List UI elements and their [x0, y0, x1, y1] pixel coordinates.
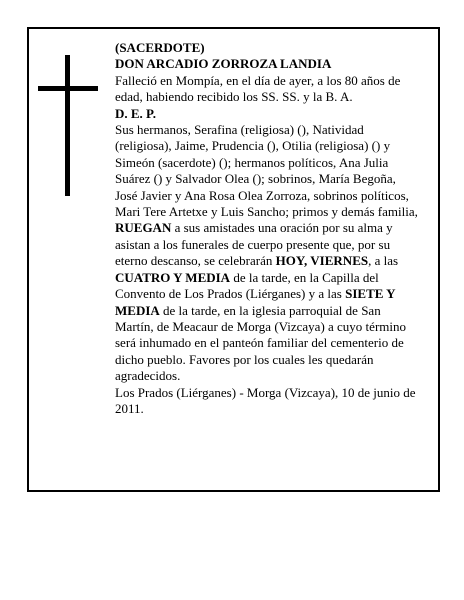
request-text-4: de la tarde, en la iglesia parroquial de San Martín, de Meacaur de Morga (Vizcaya) a cuyo término será inhumado en el panteón familiar del cementerio de dicho pueblo. Favores por los cuales les quedarán agradecidos.	[115, 302, 406, 384]
rip: D. E. P.	[115, 105, 157, 121]
cross-vertical-bar	[65, 55, 70, 196]
request-text-2: , a las	[368, 253, 399, 269]
ruegan: RUEGAN	[115, 220, 172, 236]
request-text-3: de la tarde, en la Capilla del Convento de Los Prados (Liérganes) y a las	[115, 269, 379, 302]
day-hoy: HOY	[275, 253, 305, 269]
day-viernes: VIERNES	[310, 253, 369, 269]
funeral-request	[115, 220, 420, 384]
obituary-text	[115, 40, 420, 417]
day-comma: ,	[304, 253, 311, 269]
occupation: (SACERDOTE)	[115, 40, 205, 55]
deceased-name: DON ARCADIO ZORROZA LANDIA	[115, 56, 332, 72]
death-notice: Falleció en Mompía, en el día de ayer, a los 80 años de edad, habiendo recibido los SS. SS. y la B. A.	[115, 72, 401, 105]
place-date: Los Prados (Liérganes) - Morga (Vizcaya), 10 de junio de 2011.	[115, 384, 416, 416]
time-second: SIETE Y MEDIA	[115, 286, 396, 318]
request-text-1: a sus amistades una oración por su alma y asistan a los funerales de cuerpo presente que, por su eterno descanso, se celebrarán	[115, 220, 393, 269]
cross-horizontal-bar	[38, 86, 98, 91]
cross-icon	[38, 55, 98, 196]
time-first: CUATRO Y MEDIA	[115, 269, 231, 285]
family-list: Sus hermanos, Serafina (religiosa) (), Natividad (religiosa), Jaime, Prudencia (), Otilia (religiosa) () y Simeón (sacerdote) (); hermanos políticos, Ana Julia Suárez () y Salvador Olea (); sobrinos, María Begoña, José Javier y Ana Rosa Olea Zorroza, sobrinos políticos, Mari Tere Artetxe y Luis Sancho; primos y demás familia,	[115, 122, 418, 220]
